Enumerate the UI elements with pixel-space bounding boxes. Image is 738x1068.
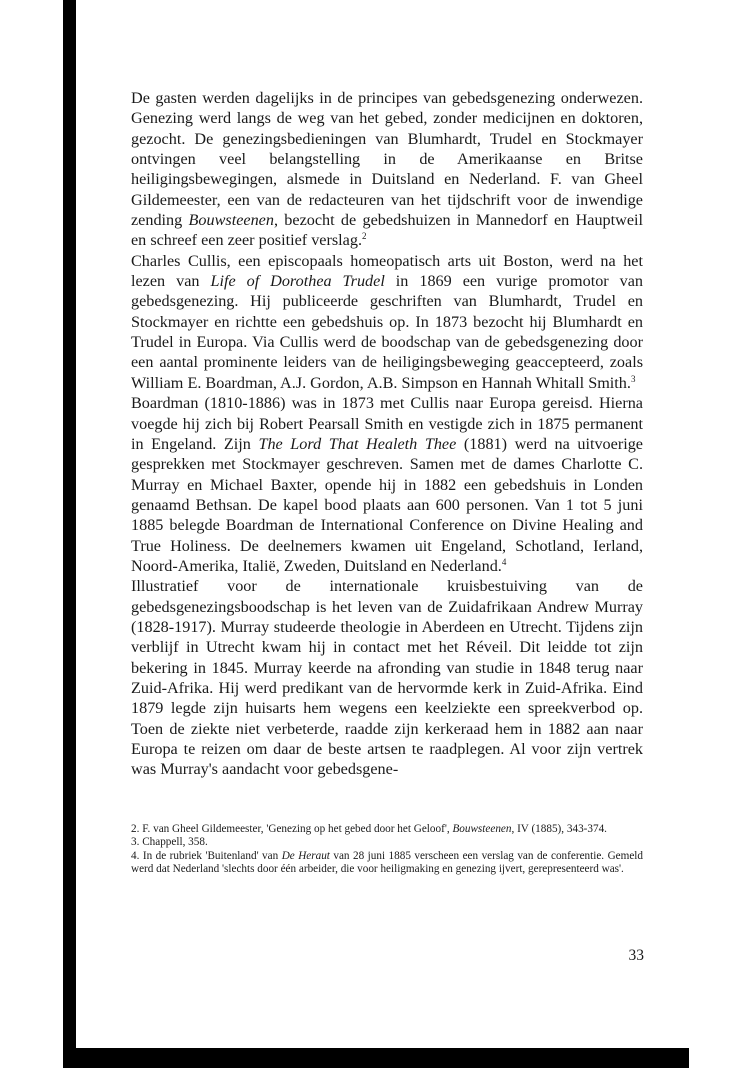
scan-bottom-edge	[63, 1048, 689, 1068]
footnote: 3. Chappell, 358.	[131, 836, 208, 849]
paragraph: Charles Cullis, een episcopaals homeopatisch arts uit Boston, werd na het lezen van Life of Dorothea Trudel in 1869 een vurige promotor van gebedsgenezing. Hij publiceerde geschriften van Blumhardt, Trudel en Stockmayer en richtte een gebedshuis op. In 1873 bezocht hij Blumhardt en Trudel in Europa. Via Cullis werd de boodschap van de gebedsgenezing door een aantal prominente leiders van de heiligingsbeweging geaccepteerd, zoals William E. Boardman, A.J. Gordon, A.B. Simpson en Hannah Whitall Smith.$^3$	[131, 251, 644, 392]
footnote-ref[interactable]: 3	[630, 373, 636, 384]
footnote: 4. In de rubriek 'Buitenland' van De Heraut van 28 juni 1885 verscheen een verslag van de conferentie. Gemeld werd dat Nederland 'slechts door één arbeider, die voor heiligmaking en genezing ijvert, gerepresenteerd was'.	[131, 849, 643, 876]
body-text	[131, 88, 643, 780]
footnote: 2. F. van Gheel Gildemeester, 'Genezing op het gebed door het Geloof', Bouwsteenen, IV (1885), 343-374.	[131, 823, 607, 835]
scan-left-edge	[63, 0, 76, 1068]
paragraph: Boardman (1810-1886) was in 1873 met Cullis naar Europa gereisd. Hierna voegde hij zich bij Robert Pearsall Smith en vestigde zich in 1875 permanent in Engeland. Zijn The Lord That Healeth Thee (1881) werd na uitvoerige gesprekken met Stockmayer geschreven. Samen met de dames Charlotte C. Murray en Michael Baxter, opende hij in 1882 een gebedshuis in Londen genaamd Bethsan. De kapel bood plaats aan 600 personen. Van 1 tot 5 juni 1885 belegde Boardman de International Conference on Divine Healing and True Holiness. De deelnemers kwamen uit Engeland, Schotland, Ierland, Noord-Amerika, Italië, Zweden, Duitsland en Nederland.$^4$	[131, 394, 643, 575]
paragraph: Illustratief voor de internationale kruisbestuiving van de gebedsgenezingsboodschap is het leven van de Zuidafrikaan Andrew Murray (1828-1917). Murray studeerde theologie in Aberdeen en Utrecht. Tijdens zijn verblijf in Utrecht kwam hij in contact met het Réveil. Dit leidde tot zijn bekering in 1845. Murray keerde na afronding van studie in 1848 terug naar Zuid-Afrika. Hij werd predikant van de hervormde kerk in Zuid-Afrika. Eind 1879 legde zijn huisarts hem wegens een keelziekte een spreekverbod op. Toen de ziekte niet verbeterde, raadde zijn kerkeraad hem in 1882 aan naar Europa te reizen om daar de beste artsen te raadplegen. Al voor zijn vertrek was Murray's aandacht voor gebedsgene-	[131, 577, 643, 779]
footnote-ref[interactable]: 2	[362, 231, 367, 242]
footnote-ref[interactable]: 4	[501, 556, 507, 567]
paragraph: De gasten werden dagelijks in de principes van gebedsgenezing onderwezen. Genezing werd langs de weg van het gebed, zonder medicijnen en doktoren, gezocht. De genezingsbedieningen van Blumhardt, Trudel en Stockmayer ontvingen veel belangstelling in de Amerikaanse en Britse heiligingsbewegingen, alsmede in Duitsland en Nederland. F. van Gheel Gildemeester, een van de redacteuren van het tijdschrift voor de inwendige zending Bouwsteenen, bezocht de gebedshuizen in Mannedorf en Hauptweil en schreef een zeer positief verslag.$^2$	[131, 89, 643, 250]
footnotes	[131, 823, 643, 877]
page-number: 33	[628, 947, 644, 964]
